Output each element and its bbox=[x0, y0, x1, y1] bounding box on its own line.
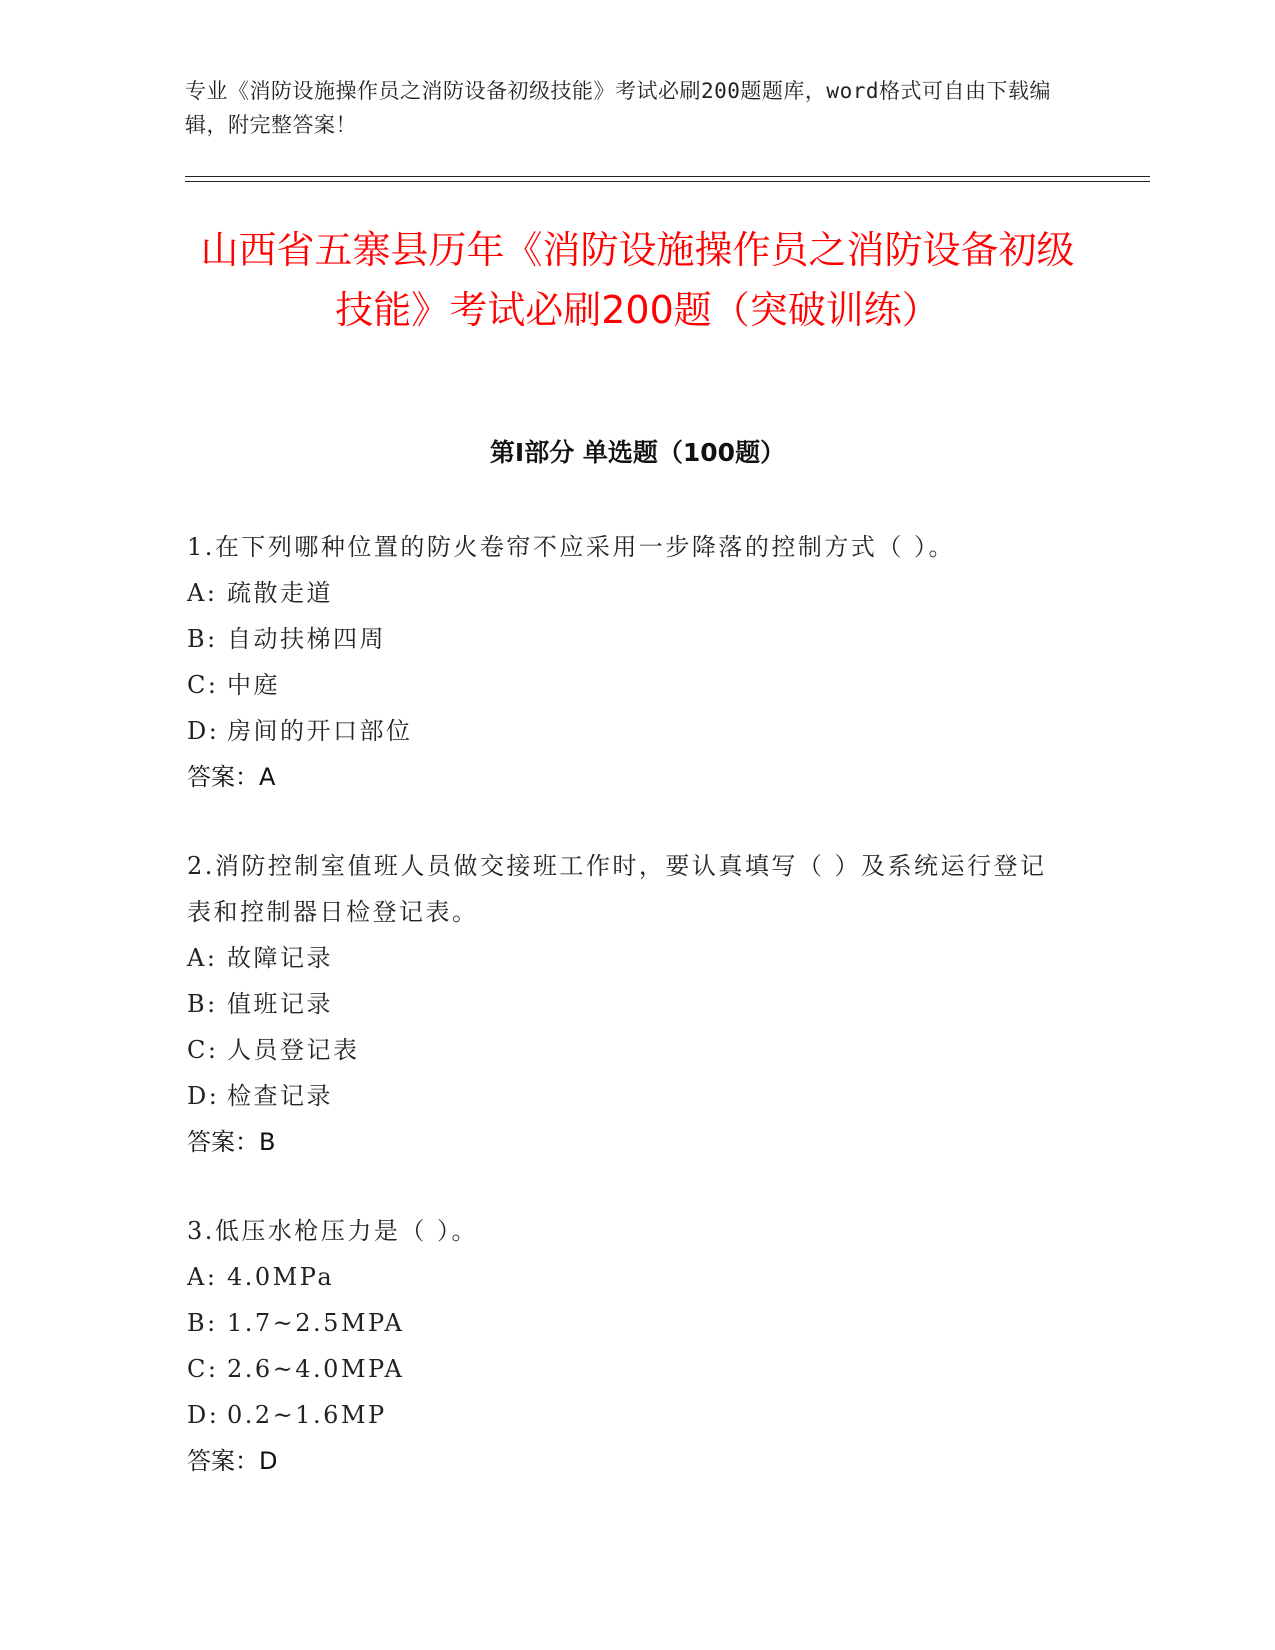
option-letter: C: bbox=[187, 1355, 219, 1383]
option-text: 检查记录 bbox=[227, 1082, 333, 1110]
answer: 答案：B bbox=[187, 1128, 276, 1156]
option-letter: D: bbox=[187, 717, 220, 745]
option-d bbox=[187, 708, 1067, 754]
option-c bbox=[187, 1346, 1067, 1392]
option-c bbox=[187, 662, 1067, 708]
option-letter: A: bbox=[187, 579, 218, 607]
option-letter: B: bbox=[187, 625, 218, 653]
document-title: 山西省五寨县历年《消防设施操作员之消防设备初级技能》考试必刷200题（突破训练） bbox=[200, 228, 1075, 332]
option-a bbox=[187, 1254, 1067, 1300]
option-text: 1.7~2.5MPA bbox=[227, 1309, 405, 1337]
option-d bbox=[187, 1073, 1067, 1119]
question-3 bbox=[187, 1208, 1067, 1484]
option-d bbox=[187, 1392, 1067, 1438]
section-heading: 第I部分 单选题（100题） bbox=[489, 438, 786, 467]
option-letter: D: bbox=[187, 1082, 220, 1110]
option-b bbox=[187, 616, 1067, 662]
option-letter: B: bbox=[187, 990, 218, 1018]
option-text: 疏散走道 bbox=[227, 579, 333, 607]
header-note: 专业《消防设施操作员之消防设备初级技能》考试必刷200题题库，word格式可自由下载编辑，附完整答案！ bbox=[185, 79, 1051, 137]
question-1 bbox=[187, 524, 1067, 800]
question-stem: 1.在下列哪种位置的防火卷帘不应采用一步降落的控制方式（ ）。 bbox=[187, 533, 956, 561]
question-2 bbox=[187, 843, 1067, 1165]
option-a bbox=[187, 935, 1067, 981]
option-text: 房间的开口部位 bbox=[227, 717, 413, 745]
header-divider-top bbox=[185, 176, 1150, 177]
option-letter: A: bbox=[187, 1263, 218, 1291]
option-letter: A: bbox=[187, 944, 218, 972]
answer: 答案：D bbox=[187, 1447, 278, 1475]
option-letter: C: bbox=[187, 1036, 219, 1064]
option-b bbox=[187, 981, 1067, 1027]
option-text: 4.0MPa bbox=[227, 1263, 335, 1291]
option-c bbox=[187, 1027, 1067, 1073]
option-letter: D: bbox=[187, 1401, 220, 1429]
option-text: 人员登记表 bbox=[227, 1036, 360, 1064]
option-text: 值班记录 bbox=[227, 990, 333, 1018]
option-letter: C: bbox=[187, 671, 219, 699]
header-divider-bottom bbox=[185, 181, 1150, 182]
question-stem: 3.低压水枪压力是（ ）。 bbox=[187, 1217, 479, 1245]
option-a bbox=[187, 570, 1067, 616]
option-text: 自动扶梯四周 bbox=[227, 625, 386, 653]
option-text: 2.6~4.0MPA bbox=[227, 1355, 405, 1383]
question-stem: 2.消防控制室值班人员做交接班工作时，要认真填写（ ）及系统运行登记表和控制器日检登记表。 bbox=[187, 852, 1047, 926]
option-text: 0.2~1.6MP bbox=[227, 1401, 387, 1429]
option-text: 中庭 bbox=[227, 671, 280, 699]
option-b bbox=[187, 1300, 1067, 1346]
option-text: 故障记录 bbox=[227, 944, 333, 972]
option-letter: B: bbox=[187, 1309, 218, 1337]
answer: 答案：A bbox=[187, 763, 276, 791]
